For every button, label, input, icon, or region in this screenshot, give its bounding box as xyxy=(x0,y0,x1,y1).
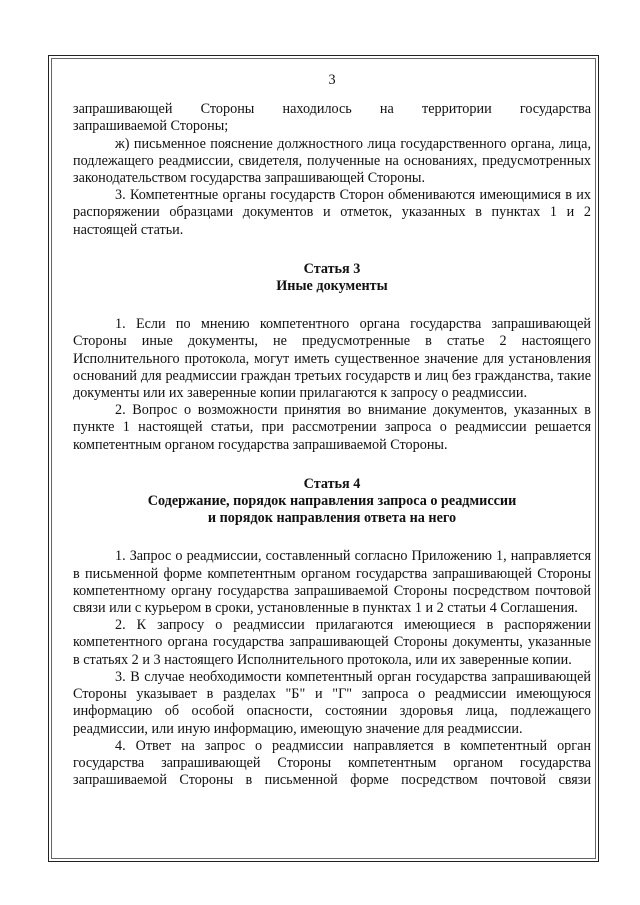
article-4-paragraph-4: 4. Ответ на запрос о реадмиссии направляется в компетентный орган государства запрашивающей Стороны компетентным органом государства запрашиваемой Стороны в письменной форме посредством почтовой связи xyxy=(73,737,591,789)
article-4-title: Статья 4 xyxy=(303,475,361,492)
document-body xyxy=(73,72,591,789)
article-4-paragraph-1: 1. Запрос о реадмиссии, составленный согласно Приложению 1, направляется в письменной форме компетентным органом государства запрашивающей Стороны компетентному органу государства запрашиваемой Стороны посредством почтовой связи или с курьером в сроки, установленные в пунктах 1 и 2 статьи 4 Соглашения. xyxy=(73,548,591,617)
article-3-paragraph-2: 2. Вопрос о возможности принятия во внимание документов, указанных в пункте 1 настоящей статьи, при рассмотрении запроса о реадмиссии решается компетентным органом государства запрашиваемой Стороны. xyxy=(73,402,591,453)
article-3-paragraph-1: 1. Если по мнению компетентного органа государства запрашивающей Стороны иные документы, не предусмотренные в статье 2 настоящего Исполнительного протокола, могут иметь существенное значение для установления оснований для реадмиссии граждан третьих государств и лиц без гражданства, такие документы или их заверенные копии прилагаются к запросу о реадмиссии. xyxy=(73,316,591,402)
article-4-paragraph-3: 3. В случае необходимости компетентный орган государства запрашивающей Стороны указывает в разделах "Б" и "Г" запроса о реадмиссии имеющуюся информацию об особой опасности, состоянии здоровья лица, подлежащего реадмиссии, или иную информацию, имеющую значение для реадмиссии. xyxy=(73,668,591,737)
article-4-paragraph-2: 2. К запросу о реадмиссии прилагаются имеющиеся в распоряжении компетентного органа государства запрашивающей Стороны документы, указанные в статьях 2 и 3 настоящего Исполнительного протокола, или их заверенные копии. xyxy=(73,617,591,668)
paragraph: запрашиваемой Стороны; xyxy=(73,118,229,135)
article-3-title: Статья 3 xyxy=(303,260,361,277)
article-4-subtitle-line1: Содержание, порядок направления запроса о реадмиссии xyxy=(147,493,517,510)
paragraph: 3. Компетентные органы государств Сторон обмениваются имеющимися в их распоряжении образцами документов и отметок, указанных в пунктах 1 и 2 настоящей статьи. xyxy=(73,187,591,238)
paragraph: ж) письменное пояснение должностного лица государственного органа, лица, подлежащего реадмиссии, свидетеля, полученные на основаниях, предусмотренных законодательством государства запрашивающей Стороны. xyxy=(73,135,591,187)
article-3-subtitle: Иные документы xyxy=(276,278,388,295)
article-4-subtitle-line2: и порядок направления ответа на него xyxy=(207,510,457,527)
paragraph: запрашивающей Стороны находилось на территории государства xyxy=(73,101,591,118)
top-paragraphs xyxy=(73,101,591,239)
page-number: 3 xyxy=(328,72,336,88)
